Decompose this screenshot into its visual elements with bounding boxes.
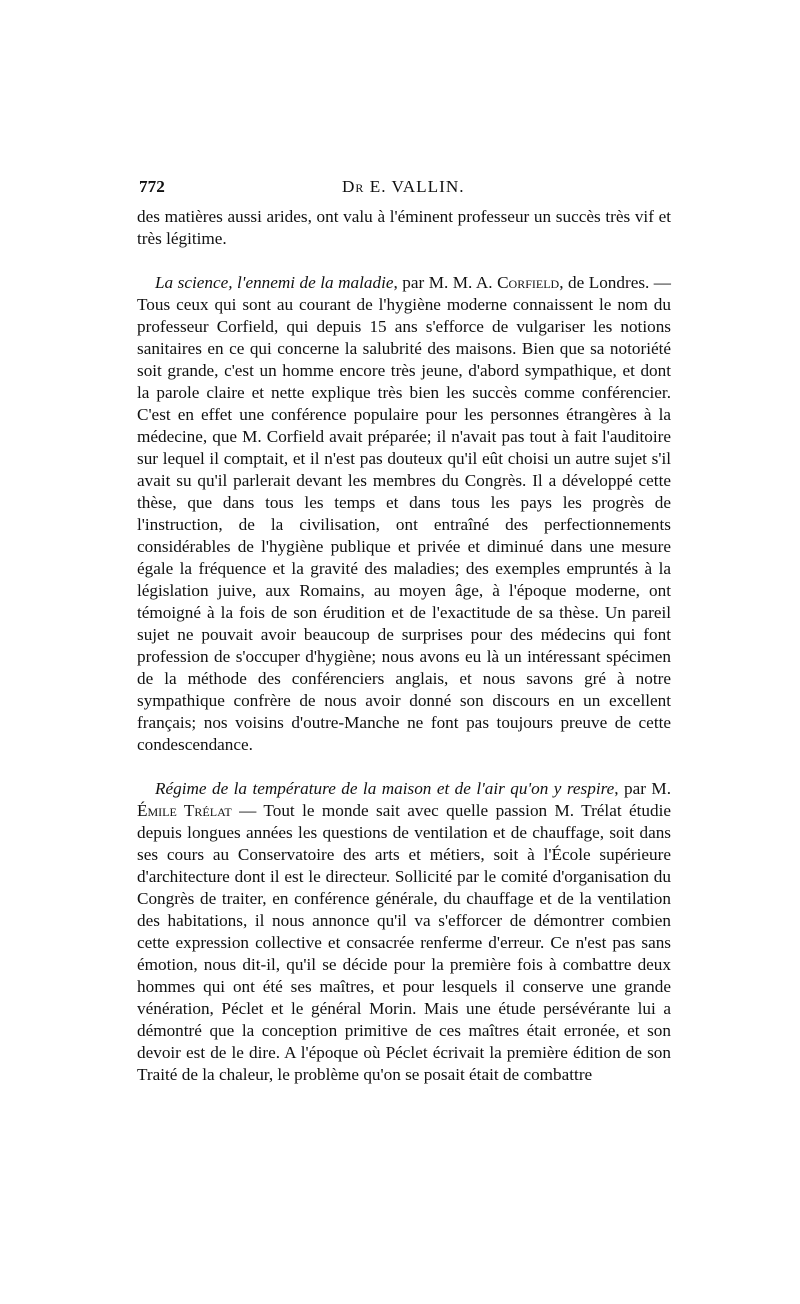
page-header [137, 176, 671, 202]
section-body: Tous ceux qui sont au courant de l'hygiène moderne connaissent le nom du professeur Corfield, qui depuis 15 ans s'efforce de vulgariser les notions sanitaires en ce qui concerne la salubrité des maisons. Bien que sa notoriété soit grande, c'est un homme encore très jeune, d'abord sympathique, et dont la parole claire et nette explique très bien les succès comme conférencier. C'est en effet une conférence populaire pour les personnes étrangères à la médecine, que M. Corfield avait préparée; il n'avait pas tout à fait l'auditoire sur lequel il comptait, et il n'est pas douteux qu'il eût choisi un autre sujet s'il avait su qu'il parlerait devant les membres du Congrès. Il a développé cette thèse, que dans tous les temps et dans tous les pays les progrès de l'instruction, de la civilisation, ont entraîné des perfectionnements considérables de l'hygiène publique et privée et diminué dans une mesure égale la fréquence et la gravité des maladies; des exemples empruntés à la législation juive, aux Romains, au moyen âge, à l'époque moderne, ont témoigné à la fois de son érudition et de l'exactitude de sa thèse. Un pareil sujet ne pouvait avoir beaucoup de surprises pour des médecins qui font profession de s'occuper d'hygiène; nous avons eu là un intéressant spécimen de la méthode des conférenciers anglais, et nous savons gré à notre sympathique confrère de nous avoir donné son discours en un excellent français; nos voisins d'outre-Manche ne font pas toujours preuve de cette condescendance. [137, 295, 671, 754]
section-body: Tout le monde sait avec quelle passion M. Trélat étudie depuis longues années les questions de ventilation et de chauffage, soit dans ses cours au Conservatoire des arts et métiers, soit à l'École supérieure d'architecture dont il est le directeur. Sollicité par le comité d'organisation du Congrès de traiter, en conférence générale, du chauffage et de la ventilation des habitations, il nous annonce qu'il va s'efforcer de démontrer combien cette expression collective et consacrée renferme d'erreur. Ce n'est pas sans émotion, nous dit-il, qu'il se décide pour la première fois à combattre deux hommes qui ont été ses maîtres, et pour lesquels il conserve une grande vénération, Péclet et le général Morin. Mais une étude persévérante lui a démontré que la conception primitive de ces maîtres était erronée, et son devoir est de le dire. A l'époque où Péclet écrivait la première édition de son Traité de la chaleur, le problème qu'on se posait était de combattre [137, 801, 671, 1084]
author-name: Émile Trélat [137, 801, 232, 820]
author-intro: , par M. [614, 779, 671, 798]
author-intro: , par M. M. A. [393, 273, 498, 292]
page-number: 772 [139, 177, 165, 196]
section-trelat [137, 778, 671, 1086]
section-title: La science, l'ennemi de la maladie [155, 273, 394, 292]
section-corfield [137, 272, 671, 756]
continuation-paragraph [137, 206, 671, 250]
section-title: Régime de la température de la maison et de l'air qu'on y respire [155, 779, 615, 798]
author-tail: — [231, 801, 264, 820]
running-title: Dr E. VALLIN. [342, 177, 465, 196]
author-name: Corfield [497, 273, 560, 292]
author-tail: , de Londres. — [559, 273, 671, 292]
continuation-text: des matières aussi arides, ont valu à l'éminent professeur un succès très vif et très légitime. [137, 207, 671, 248]
book-page [137, 176, 671, 1086]
